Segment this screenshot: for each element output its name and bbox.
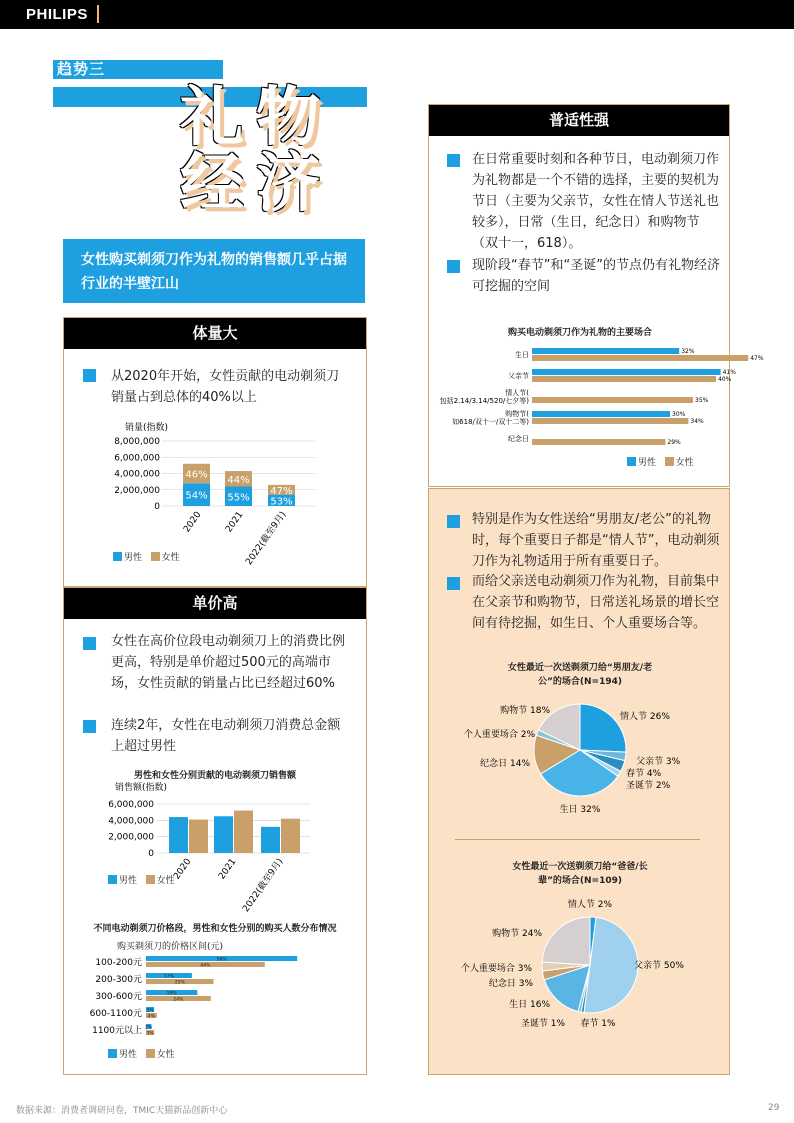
bar-女性 — [532, 397, 693, 403]
bar-data-label: 53% — [270, 496, 293, 508]
legend-male-swatch — [627, 457, 636, 466]
price-bullet-1: 女性在高价位段电动剃须刀上的消费比例更高，特别是单价超过500元的高端市场，女性贡献的销量占比已经超过60% — [111, 634, 346, 691]
legend-male-label: 男性 — [124, 553, 143, 563]
bar-data-label: 3% — [146, 1008, 154, 1014]
bar-女性 — [234, 811, 253, 853]
y-category-label-cont: 包括2.14/3.14/520/七夕等) — [439, 397, 529, 405]
pie-slice-label: 购物节 24% — [492, 929, 542, 939]
bar-data-label: 54% — [185, 490, 208, 502]
pie2-title: 女性最近一次送剃须刀给“爸爸/长辈”的场合(N=109) — [512, 862, 648, 886]
legend-female-swatch — [146, 875, 155, 884]
y-tick-label: 6,000,000 — [114, 453, 160, 464]
bar-data-label: 25% — [174, 980, 185, 986]
bar-女性 — [532, 439, 665, 445]
general-chart-title: 购买电动剃须刀作为礼物的主要场合 — [507, 328, 652, 338]
panel-divider — [455, 839, 700, 840]
bar-data-label: 32% — [681, 348, 695, 355]
y-tick-label: 4,000,000 — [108, 816, 154, 827]
y-tick-label: 6,000,000 — [108, 800, 154, 810]
legend-female-label: 女性 — [161, 553, 180, 563]
axis-label: 销量(指数) — [125, 423, 169, 433]
x-tick-label: 2021 — [217, 856, 239, 882]
y-category-label: 纪念日 — [508, 435, 529, 443]
volume-bullet: 从2020年开始，女性贡献的电动剃须刀销量占到总体的40%以上 — [111, 369, 340, 405]
y-tick-label: 4,000,000 — [114, 469, 160, 480]
volume-header: 体量大 — [64, 318, 366, 349]
bar-男性 — [169, 817, 188, 853]
pie-slice-label: 父亲节 50% — [634, 961, 684, 971]
price-chart2-title: 不同电动剃须刀价格段，男性和女性分别的购买人数分布情况 — [93, 924, 337, 934]
brand-logo: PHILIPS — [26, 6, 88, 23]
bar-男性 — [532, 411, 670, 417]
general-chart-legend — [627, 455, 694, 468]
pie-father-chart — [440, 895, 730, 1035]
pie-slice-label: 购物节 18% — [500, 706, 550, 716]
x-tick-label: 2021 — [224, 509, 246, 535]
bar-女性 — [532, 355, 748, 361]
bar-女性 — [532, 418, 688, 424]
bar-男性 — [532, 369, 721, 375]
bar-data-label: 24% — [173, 997, 184, 1003]
legend-female-swatch — [665, 457, 674, 466]
price-bullet-2: 连续2年，女性在电动剃须刀消费总金额上超过男性 — [111, 718, 341, 754]
bar-data-label: 47% — [750, 355, 764, 362]
legend-female-swatch — [151, 552, 160, 561]
bar-data-label: 35% — [695, 397, 709, 404]
y-tick-label: 2,000,000 — [114, 485, 160, 496]
bar-data-label: 44% — [227, 474, 250, 486]
gift-bullet-2: 而给父亲送电动剃须刀作为礼物，目前集中在父亲节和购物节，日常送礼场景的增长空间有待挖掘，如生日、个人重要场合等。 — [472, 574, 720, 631]
pie-slice-label: 生日 32% — [559, 805, 601, 815]
bar-女性 — [189, 820, 208, 853]
legend-male-swatch — [108, 1049, 117, 1058]
legend-female-swatch — [146, 1049, 155, 1058]
price-chart2-legend — [108, 1047, 175, 1060]
pie-slice-label: 个人重要场合 3% — [460, 964, 532, 974]
bar-男性 — [214, 816, 233, 853]
pie-slice-label: 圣诞节 2% — [626, 781, 671, 791]
bar-data-label: 29% — [667, 439, 681, 446]
pie-slice — [542, 917, 590, 965]
price-chart2-subtitle: 购买剃须刀的价格区间(元) — [117, 942, 224, 952]
top-bar — [0, 0, 794, 29]
legend-male-label: 男性 — [119, 1050, 138, 1060]
general-bullet-2: 现阶段“春节”和“圣诞”的节点仍有礼物经济可挖掘的空间 — [472, 258, 720, 294]
price-chart1-legend — [108, 873, 175, 886]
y-tick-label: 2,000,000 — [108, 832, 154, 843]
general-bullet-1: 在日常重要时刻和各种节日，电动剃须刀作为礼物都是一个不错的选择，主要的契机为节日（主要为父亲节，女性在情人节送礼也较多），日常（生日，纪念日）和购物节（双十一，618）。 — [472, 152, 720, 251]
data-source: 数据来源：消费者调研问卷，TMIC天猫新品创新中心 — [16, 1106, 228, 1116]
bar-data-label: 40% — [718, 376, 732, 383]
bar-data-label: 56% — [216, 957, 227, 963]
bar-男性 — [532, 348, 679, 354]
bar-data-label: 46% — [185, 469, 208, 481]
bullet-square-icon — [83, 720, 96, 733]
pie-slice-label: 春节 1% — [580, 1019, 616, 1029]
y-category-label: 600-1100元 — [89, 1009, 142, 1019]
bar-data-label: 19% — [166, 991, 177, 997]
y-category-label: 100-200元 — [95, 958, 142, 968]
bar-data-label: 44% — [200, 963, 211, 969]
pie-slice-label: 圣诞节 1% — [520, 1019, 565, 1029]
legend-female-label: 女性 — [675, 458, 694, 468]
y-category-label: 父亲节 — [508, 372, 529, 380]
y-category-label: 1100元以上 — [92, 1026, 142, 1036]
pie-slice-label: 情人节 2% — [567, 900, 613, 910]
gift-bullet-1: 特别是作为女性送给“男朋友/老公”的礼物时，每个重要日子都是“情人节”，电动剃须刀作为礼物适用于所有重要日子。 — [472, 512, 720, 569]
big-title-line-2: 经济 — [180, 146, 332, 221]
bar-data-label: 2% — [145, 1025, 153, 1031]
bullet-square-icon — [447, 515, 460, 528]
legend-male-label: 男性 — [638, 458, 657, 468]
bullet-square-icon — [83, 637, 96, 650]
price-header: 单价高 — [64, 588, 366, 619]
bullet-square-icon — [447, 154, 460, 167]
general-header: 普适性强 — [429, 105, 729, 136]
y-category-label-cont: 如618/双十一/双十二等) — [452, 418, 529, 426]
pie-boyfriend-chart — [440, 700, 730, 820]
y-tick-label: 8,000,000 — [114, 437, 160, 447]
bar-data-label: 4% — [147, 1014, 155, 1020]
legend-male-swatch — [113, 552, 122, 561]
pie-slice-label: 春节 4% — [626, 769, 662, 779]
legend-female-label: 女性 — [156, 1050, 175, 1060]
x-tick-label: 2022(截至9月) — [244, 509, 289, 568]
big-title-line-1: 礼物 — [180, 80, 332, 155]
bar-data-label: 3% — [146, 1031, 154, 1037]
y-tick-label: 0 — [148, 849, 154, 859]
pie-slice-label: 纪念日 14% — [480, 759, 530, 769]
y-category-label: 购物节( — [505, 410, 529, 418]
legend-male-label: 男性 — [119, 876, 138, 886]
legend-female-label: 女性 — [156, 876, 175, 886]
bar-女性 — [281, 819, 300, 853]
bullet-square-icon — [447, 577, 460, 590]
bullet-square-icon — [447, 260, 460, 273]
x-tick-label: 2020 — [182, 509, 204, 535]
pie-slice-label: 个人重要场合 2% — [463, 730, 535, 740]
y-category-label: 200-300元 — [95, 975, 142, 985]
pie1-title: 女性最近一次送剃须刀给“男朋友/老公”的场合(N=194) — [507, 663, 653, 687]
section-subtitle: 女性购买剃须刀作为礼物的销售额几乎占据行业的半壁江山 — [63, 239, 365, 303]
pie-slice-label: 生日 16% — [509, 1000, 550, 1010]
bar-data-label: 47% — [270, 485, 293, 497]
y-category-label: 情人节( — [505, 389, 529, 397]
pie-slice-label: 父亲节 3% — [636, 757, 681, 767]
y-category-label: 生日 — [515, 351, 529, 359]
bar-data-label: 34% — [690, 418, 704, 425]
bar-男性 — [261, 827, 280, 853]
legend-male-swatch — [108, 875, 117, 884]
bar-女性 — [532, 376, 716, 382]
pie-slice-label: 情人节 26% — [620, 712, 670, 722]
page-number: 29 — [768, 1103, 780, 1113]
pie-slice-label: 纪念日 3% — [488, 979, 533, 989]
trend-label: 趋势三 — [53, 60, 223, 79]
price-chart1-title: 男性和女性分别贡献的电动剃须刀销售额 — [133, 771, 296, 781]
gift-occasion-chart — [435, 343, 764, 453]
bullet-square-icon — [83, 369, 96, 382]
bar-data-label: 30% — [672, 411, 686, 418]
bar-data-label: 41% — [722, 369, 736, 376]
bar-data-label: 17% — [163, 974, 174, 980]
x-tick-label: 2020 — [172, 856, 194, 882]
y-tick-label: 0 — [154, 502, 160, 512]
bar-data-label: 55% — [227, 492, 250, 504]
brand-divider — [97, 5, 99, 23]
axis-label: 销售额(指数) — [115, 783, 168, 793]
price-range-chart — [70, 952, 360, 1040]
volume-legend — [113, 550, 180, 563]
y-category-label: 300-600元 — [95, 992, 142, 1002]
x-tick-label: 2022(截至9月) — [241, 856, 286, 915]
